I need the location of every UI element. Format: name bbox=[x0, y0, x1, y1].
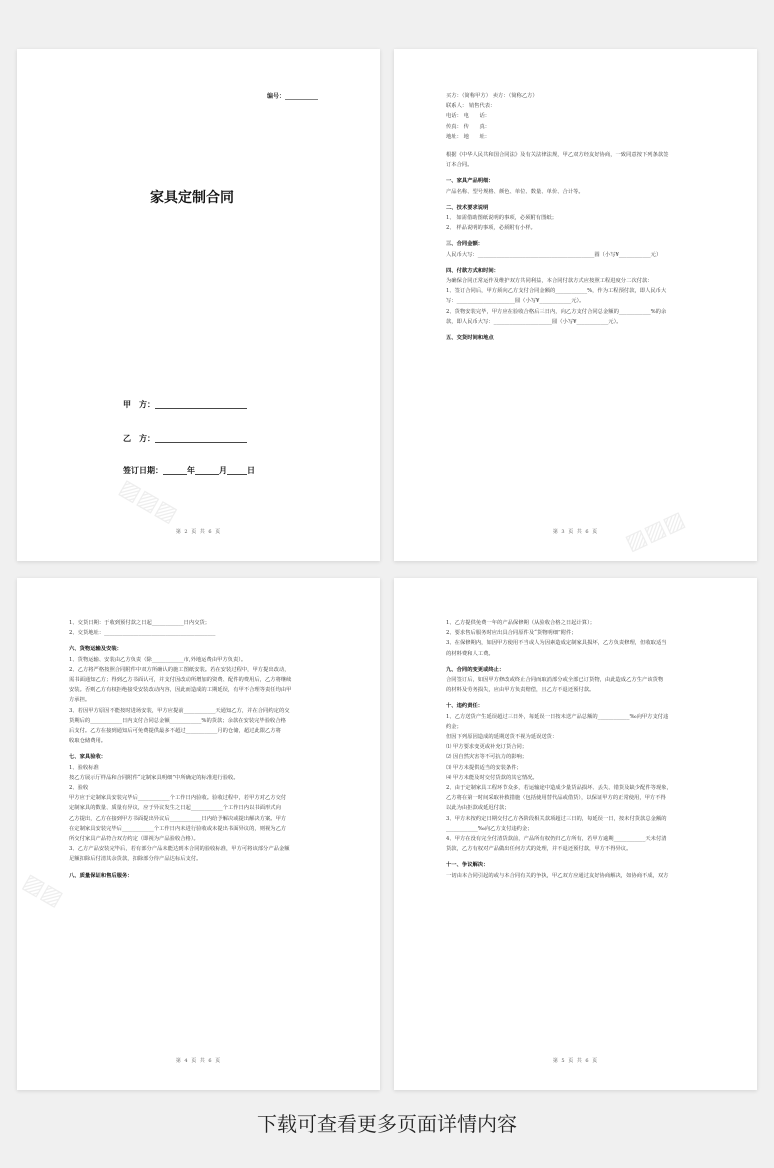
body-line: 需书面通知乙方；得到乙方书面认可，并支付因改动所增加的资费、配件的费用后，乙方将继续 bbox=[69, 677, 292, 684]
body-line: ⑷ 甲方未能及时交付货款的其它情况。 bbox=[446, 774, 538, 781]
contract-page-3 bbox=[394, 49, 757, 561]
body-line: 1、货物运输、安装由乙方负责（除____________市,外地运费由甲方负责）。 bbox=[69, 656, 247, 663]
body-line: 安装。否则乙方有权拒绝接受安装改动内容，因此而造成的工期延误，有甲不合理等责任均由甲 bbox=[69, 687, 292, 694]
body-line: 订本合同。 bbox=[446, 162, 473, 169]
body-line: 在定制家具安装完毕后____________个工作日内未进行验收或未提出书面异议的，则视为乙方 bbox=[69, 825, 287, 832]
body-line: 足额扣除后付清其余货款，扣除部分待产品达标后支付。 bbox=[69, 856, 202, 863]
body-line: 写：______________________圆（小写¥____________元）。 bbox=[446, 298, 585, 305]
body-line: 3、乙方产品安装完毕后，若有部分产品未能达到本合同的验收标准，甲方可将该部分产品金额 bbox=[69, 846, 290, 853]
contract-number-label: 编号：___________ bbox=[267, 93, 319, 100]
page-footer: 第 2 页 共 6 页 bbox=[175, 529, 222, 535]
body-line: 甲方应于定制家具安装完毕后____________个工作日内验收。验收过程中，若甲方对乙方交付 bbox=[69, 795, 287, 802]
body-line: 货期后的____________日内支付合同总金额____________%的货款；余款在安装完毕验收合格 bbox=[69, 717, 286, 724]
watermark: ▨▨ bbox=[18, 869, 68, 912]
section-heading: 七、家具验收： bbox=[69, 754, 107, 761]
body-line: 传真： 传 真： bbox=[446, 123, 491, 130]
body-line: 2、交货地址：__________________________________________ bbox=[69, 630, 216, 637]
page-footer: 第 4 页 共 6 页 bbox=[175, 1058, 222, 1064]
section-heading: 三、合同金额： bbox=[446, 241, 484, 248]
body-line: 1、 如需借助图纸说明的事项，必须附有图纸； bbox=[446, 215, 557, 222]
body-line: 方承担。 bbox=[69, 697, 91, 704]
page-5-body bbox=[446, 618, 727, 881]
body-line: 产品名称、型号规格、颜色、单位、数量、单价、合计等。 bbox=[446, 188, 584, 195]
body-line: 定制家具的数量、质量有异议，应于异议发生之日起____________个工作日内以书面形式向 bbox=[69, 805, 281, 812]
body-line: 1、签订合同后，甲方须向乙方支付合同金额的____________%，作为工程预付款，即人民币大 bbox=[446, 288, 667, 295]
body-line: 乙方提出，乙方在接到甲方书面提出异议后____________日内给予解决或提出解决方案。甲方 bbox=[69, 815, 287, 822]
sign-date-line: 签订日期：______年______月_____日 bbox=[123, 465, 255, 475]
body-line: 按乙方展示厅样品和合同附件“定制家具明细”中所确定的标准进行验收。 bbox=[69, 774, 239, 781]
section-heading: 九、合同的变更或终止： bbox=[446, 666, 505, 673]
contract-page-5 bbox=[394, 578, 757, 1090]
section-heading: 五、交货时间和地点 bbox=[446, 335, 494, 342]
body-line: ⑵ 因自然灾害等不可抗力的影响； bbox=[446, 754, 528, 761]
body-line: 为确保合同正常运作及维护双方共同利益，本合同付款方式应按照工程进度分二次付款： bbox=[446, 278, 653, 285]
body-line: 所交付家具产品符合双方约定（即视为产品验收合格）。 bbox=[69, 836, 199, 843]
watermark: ▨▨▨ bbox=[114, 475, 182, 528]
body-line: 2、验收 bbox=[69, 785, 89, 792]
section-heading: 二、技术要求说明 bbox=[446, 204, 489, 211]
body-line: 2、由于定制家具工程环节众多，若运输途中造成少量货品损坏、丢失、错货及缺少配件等现象， bbox=[446, 785, 672, 792]
download-caption: 下载可查看更多页面详情内容 bbox=[257, 1112, 517, 1136]
contract-page-4 bbox=[17, 578, 380, 1090]
contract-cover-page bbox=[17, 49, 380, 561]
body-line: 4、甲方在没有完全付清货款前，产品所有权仍归乙方所有，若甲方逾期____________天未付清 bbox=[446, 836, 667, 843]
body-line: 1、乙方送货产生延误超过三日外，每延误一日按未送产品总额的____________‰向甲方支付违 bbox=[446, 713, 669, 720]
section-heading: 十一、争议解决： bbox=[446, 862, 489, 869]
body-line: 1、乙方提供免费一年的产品保修期（从验收合格之日起计算）； bbox=[446, 620, 596, 626]
body-line: 款，即人民币大写：______________________圆（小写¥____________元）。 bbox=[446, 318, 622, 325]
section-heading: 一、家具产品明细： bbox=[446, 178, 494, 185]
body-line: 货款，乙方有权对产品做出任何方式的处理，并不退还预付款，甲方不得异议。 bbox=[446, 846, 632, 853]
page-4-body bbox=[69, 618, 350, 881]
section-heading: 十、违约责任： bbox=[446, 703, 484, 710]
body-line: 联系人： 销售代表： bbox=[446, 103, 496, 110]
body-line: 2、要求售后服务时应出具合同原件及“货物明细”附件； bbox=[446, 630, 577, 637]
body-line: 2、货物安装完毕，甲方应在验收合格后三日内，向乙方支付合同总金额的____________%的余 bbox=[446, 308, 667, 315]
body-line: 2、 样品说明的事项，必须附有小样。 bbox=[446, 225, 536, 232]
body-line: 根据《中华人民共和国合同法》及有关法律法规，甲乙双方经友好协商，一致同意按下列条款签 bbox=[446, 152, 669, 159]
body-line: 但因下列原因造成的延期送货不视为延误送货： bbox=[446, 734, 558, 741]
body-line: 地址： 地 址： bbox=[446, 133, 491, 140]
body-line: ⑴ 甲方要求变更或补充订货合同； bbox=[446, 744, 528, 751]
watermark: ▨▨▨ bbox=[621, 506, 689, 557]
body-line: 一切由本合同引起的或与本合同有关的争执，甲乙双方应通过友好协商解决，如协商不成，双方 bbox=[446, 872, 669, 879]
body-line: 乙方将在第一时间采取补救措施（包括使用替代品或借货），以保证甲方的正常使用，甲方不得 bbox=[446, 795, 666, 802]
body-line: 1、交货日期：于收到预付款之日起____________日内交货； bbox=[69, 620, 211, 626]
body-line: 后支付。乙方在接到通知后可免费提供最多不超过____________月的仓储，超过此限乙方将 bbox=[69, 728, 281, 735]
body-line: 约金； bbox=[446, 723, 462, 730]
page-footer: 第 5 页 共 6 页 bbox=[552, 1058, 599, 1064]
body-line: 以此为由拒款或延迟付款； bbox=[446, 805, 510, 812]
body-line: 买方：（简称甲方） 卖方：（简称乙方） bbox=[446, 93, 538, 99]
body-line: ____________‰向乙方支付违约金； bbox=[446, 825, 533, 832]
body-line: 2、乙方将严格按照合同附件中双方所确认的施工图纸安装。若在安装过程中，甲方提出改动， bbox=[69, 666, 290, 673]
body-line: 人民币大写：____________________________________________圆（小写¥____________元） bbox=[446, 251, 662, 258]
body-line: 3、若因甲方原因不能按时进场安装，甲方应提前____________天通知乙方，并在合同约定的交 bbox=[69, 707, 290, 714]
body-line: 合同签订后，如因甲方修改或终止合同而取消部分或全部已订货物，由此造成乙方生产该货物 bbox=[446, 677, 664, 684]
contract-title: 家具定制合同 bbox=[150, 190, 234, 206]
section-heading: 六、货物运输及安装： bbox=[69, 646, 122, 653]
page-footer: 第 3 页 共 6 页 bbox=[552, 529, 599, 535]
body-line: 3、在保修期内，如因甲方使用不当或人为因素造成定制家具损坏，乙方负责修理，但收取适当 bbox=[446, 640, 667, 647]
section-heading: 八、质量保证和售后服务： bbox=[69, 872, 133, 879]
body-line: 的材料及劳务损失，应由甲方负责赔偿，且乙方不退还预付款。 bbox=[446, 687, 595, 694]
party-b-line: 乙 方：_______________________ bbox=[123, 433, 247, 443]
body-line: 收取仓储费用。 bbox=[69, 738, 107, 745]
body-line: 1、验收标准 bbox=[69, 764, 99, 771]
body-line: ⑶ 甲方未提供适当的安装条件； bbox=[446, 764, 522, 771]
section-heading: 四、付款方式和时间： bbox=[446, 267, 499, 274]
body-line: 的材料费和人工费。 bbox=[446, 650, 494, 657]
party-a-line: 甲 方：_______________________ bbox=[123, 399, 247, 409]
body-line: 3、甲方未按约定日期交付乙方各阶段相关款项超过三日的，每延误一日，按未付货款总金额的 bbox=[446, 815, 667, 822]
page-3-body bbox=[446, 91, 727, 343]
body-line: 电话： 电 话： bbox=[446, 113, 491, 120]
